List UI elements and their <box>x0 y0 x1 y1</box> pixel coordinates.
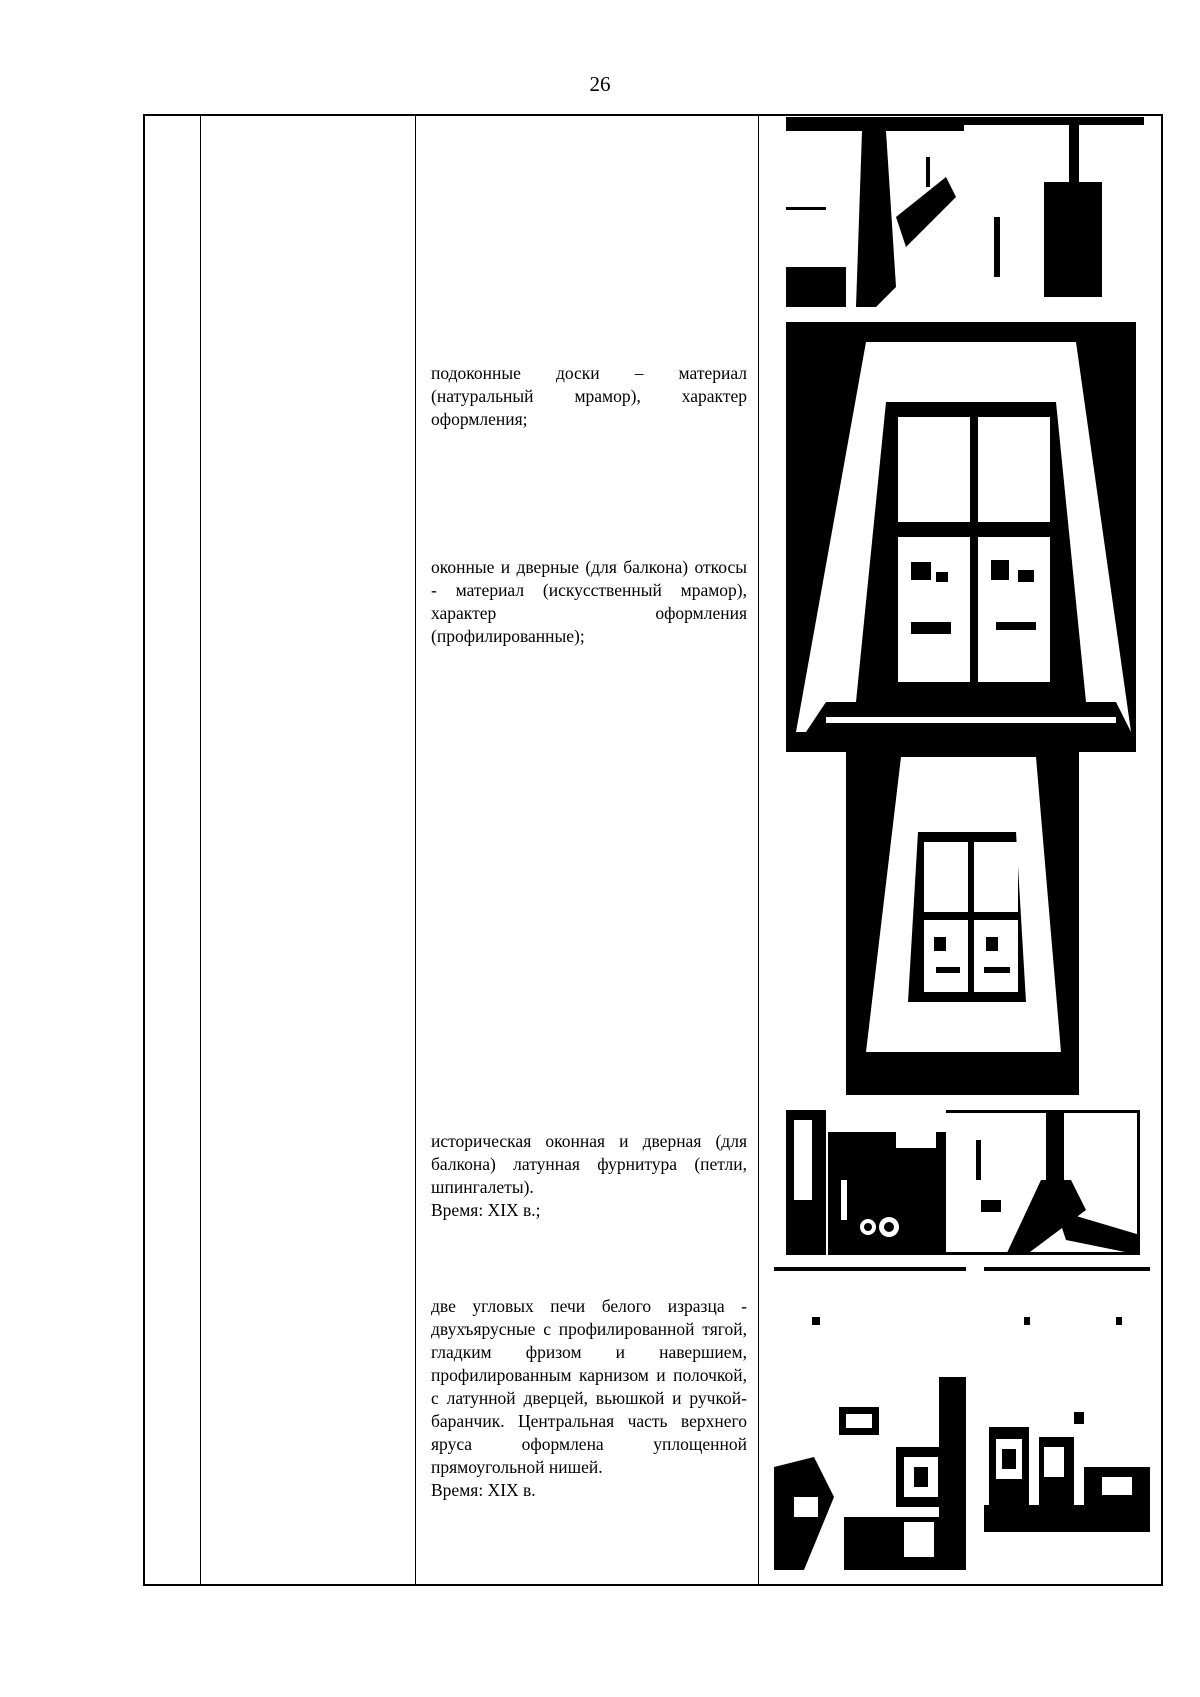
tiled-stove-photo-right <box>984 1267 1150 1532</box>
balcony-door-reveal-photo <box>846 752 1079 1095</box>
page-number: 26 <box>589 72 611 96</box>
entry-window-sills <box>431 362 747 431</box>
brass-hardware-photo-left <box>786 1110 946 1255</box>
tiled-stove-photo-left <box>774 1267 966 1570</box>
window-sill-photo-left <box>786 117 964 307</box>
entry-brass-hardware <box>431 1130 747 1222</box>
entry-time: Время: XIX в. <box>431 1480 536 1500</box>
column-divider-1 <box>200 114 201 1586</box>
entry-text: оконные и дверные (для балкона) откосы - материал (искусственный мрамор), характер оформления (профилированные); <box>431 557 747 646</box>
entry-text: историческая оконная и дверная (для балкона) латунная фурнитура (петли, шпингалеты). <box>431 1131 747 1197</box>
entry-tiled-stoves <box>431 1295 747 1502</box>
entry-text: две угловых печи белого изразца - двухъярусные с профилированной тягой, гладким фризом и навершием, профилированным карнизом и полочкой, с латунной дверцей, вьюшкой и ручкой-баранчик. Центральная часть верхнего яруса оформлена уплощенной прямоугольной нишей. <box>431 1296 747 1477</box>
column-divider-2 <box>415 114 416 1586</box>
column-divider-3 <box>758 114 759 1586</box>
entry-time: Время: XIX в.; <box>431 1200 541 1220</box>
entry-text: подоконные доски – материал (натуральный мрамор), характер оформления; <box>431 363 747 429</box>
brass-hardware-photo-right <box>946 1110 1140 1255</box>
window-reveal-photo-wide <box>786 322 1136 752</box>
window-sill-photo-right <box>964 117 1144 307</box>
entry-window-reveals <box>431 556 747 648</box>
